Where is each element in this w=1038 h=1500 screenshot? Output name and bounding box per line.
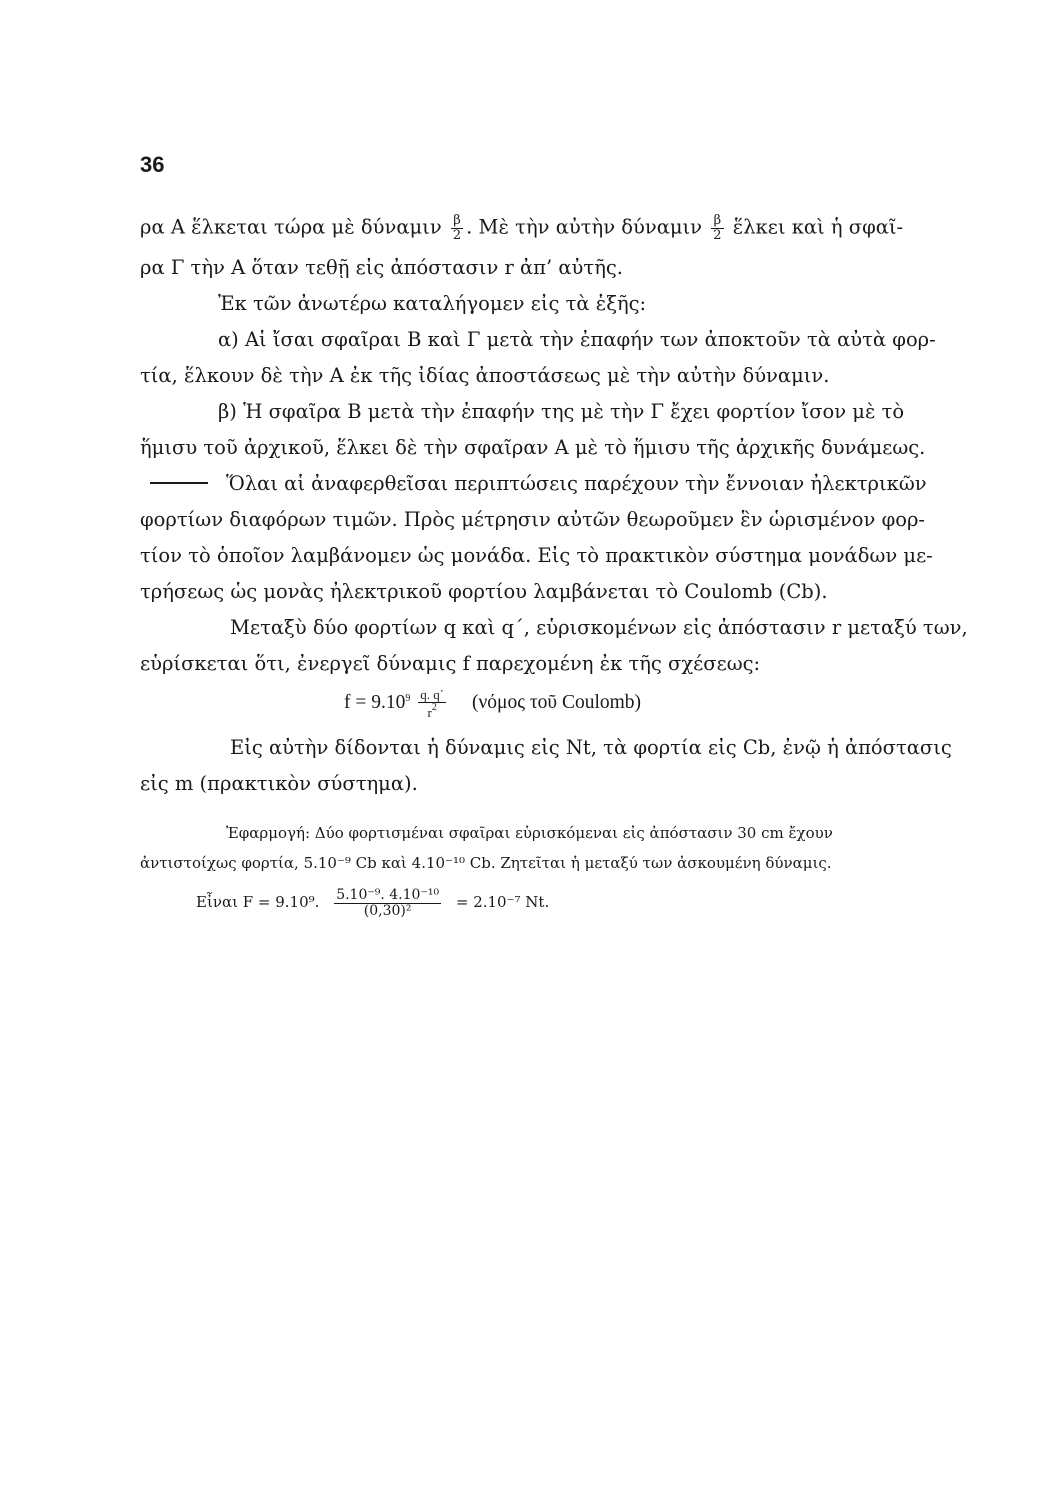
text-line-12: Μεταξὺ δύο φορτίων q καὶ q΄, εὑρισκομένων εἰς ἀπόστασιν r μεταξύ των,	[230, 616, 968, 639]
formula-lhs: f = 9.10	[344, 692, 406, 714]
text-line-16: εἰς m (πρακτικὸν σύστημα).	[140, 772, 418, 795]
text-line-13: εὑρίσκεται ὅτι, ἐνεργεῖ δύναμις f παρεχομένη ἐκ τῆς σχέσεως:	[140, 652, 761, 675]
text-line-9: φορτίων διαφόρων τιμῶν. Πρὸς μέτρησιν αὐτῶν θεωροῦμεν ἓν ὡρισμένον φορ-	[140, 508, 926, 531]
calc-fraction: $\frac{\text{5.10⁻⁹. 4.10⁻¹⁰}}{\text{(0,30)²}}$	[336, 887, 440, 919]
application-line-1: Ἐφαρμογή: Δύο φορτισμέναι σφαῖραι εὑρισκόμεναι εἰς ἀπόστασιν 30 cm ἔχουν	[226, 824, 833, 842]
text-line-8	[150, 474, 927, 494]
coulomb-law-formula	[344, 688, 641, 719]
text-line-2: ρα Γ τὴν Α ὅταν τεθῇ εἰς ἀπόστασιν r ἀπ’ αὐτῆς.	[140, 256, 624, 279]
text-segment: . Μὲ τὴν αὐτὴν δύναμιν	[466, 215, 703, 239]
application-calculation	[196, 888, 549, 918]
text-segment: ἕλκει καὶ ἡ σφαῖ-	[732, 215, 904, 239]
text-line-5: τία, ἕλκουν δὲ τὴν Α ἐκ τῆς ἰδίας ἀποστάσεως μὲ τὴν αὐτὴν δύναμιν.	[140, 364, 830, 387]
text-line-15: Εἰς αὐτὴν δίδονται ἡ δύναμις εἰς Nt, τὰ φορτία εἰς Cb, ἐνῷ ἡ ἀπόστασις	[230, 736, 952, 759]
calc-rhs: = 2.10⁻⁷ Nt.	[455, 893, 550, 912]
formula-exponent: 9	[405, 693, 411, 705]
dash-separator	[150, 482, 208, 484]
formula-fraction: $\frac{q. q΄}{r^2}$	[420, 687, 445, 720]
page-number: 36	[140, 152, 165, 177]
text-line-4: α) Αἱ ἴσαι σφαῖραι Β καὶ Γ μετὰ τὴν ἐπαφήν των ἀποκτοῦν τὰ αὐτὰ φορ-	[218, 328, 936, 351]
text-line-11: τρήσεως ὡς μονὰς ἠλεκτρικοῦ φορτίου λαμβάνεται τὸ Coulomb (Cb).	[140, 580, 828, 603]
text-line-3: Ἐκ τῶν ἀνωτέρω καταλήγομεν εἰς τὰ ἑξῆς:	[218, 292, 647, 315]
fraction-beta-over-2: $\frac{\beta}{2}$	[713, 213, 722, 243]
formula-note: (νόμος τοῦ Coulomb)	[471, 692, 642, 714]
text-line-1	[140, 214, 903, 242]
text-segment: ρα Α ἕλκεται τώρα μὲ δύναμιν	[140, 215, 442, 239]
text-line-10: τίον τὸ ὁποῖον λαμβάνομεν ὡς μονάδα. Εἰς τὸ πρακτικὸν σύστημα μονάδων με-	[140, 544, 933, 567]
text-line-7: ἥμισυ τοῦ ἀρχικοῦ, ἕλκει δὲ τὴν σφαῖραν Α μὲ τὸ ἥμισυ τῆς ἀρχικῆς δυνάμεως.	[140, 436, 926, 459]
fraction-beta-over-2: $\frac{\beta}{2}$	[452, 213, 462, 243]
text-line-6: β) Ἡ σφαῖρα Β μετὰ τὴν ἐπαφήν της μὲ τὴν Γ ἔχει φορτίον ἴσον μὲ τὸ	[218, 400, 905, 423]
calc-lhs: Εἶναι F = 9.10⁹.	[196, 893, 320, 912]
text-segment: Ὅλαι αἱ ἀναφερθεῖσαι περιπτώσεις παρέχουν τὴν ἔννοιαν ἠλεκτρικῶν	[226, 472, 927, 495]
application-line-2: ἀντιστοίχως φορτία, 5.10⁻⁹ Cb καὶ 4.10⁻¹⁰ Cb. Ζητεῖται ἡ μεταξύ των ἀσκουμένη δύναμις.	[140, 854, 832, 872]
